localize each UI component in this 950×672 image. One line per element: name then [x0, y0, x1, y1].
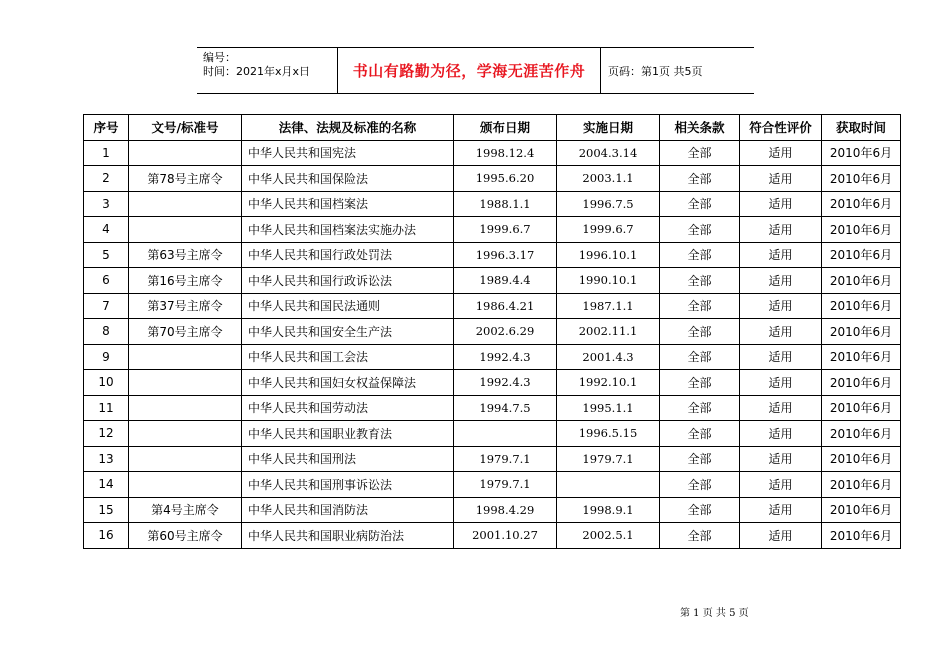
- table-row: [84, 370, 901, 396]
- cell-no: 3: [84, 191, 129, 217]
- cell-no: 6: [84, 268, 129, 294]
- cell-acquired: 2010年6月: [822, 191, 901, 217]
- cell-compliance: 适用: [740, 319, 822, 345]
- cell-compliance: 适用: [740, 293, 822, 319]
- cell-clauses: 全部: [660, 395, 740, 421]
- header-slogan: 书山有路勤为径，学海无涯苦作舟: [338, 48, 601, 93]
- cell-doc-number: [129, 370, 242, 396]
- cell-no: 8: [84, 319, 129, 345]
- cell-doc-number: [129, 344, 242, 370]
- cell-clauses: 全部: [660, 268, 740, 294]
- cell-clauses: 全部: [660, 370, 740, 396]
- cell-effective-date: 1996.7.5: [557, 191, 660, 217]
- col-header-acquired: 获取时间: [822, 115, 901, 141]
- cell-acquired: 2010年6月: [822, 421, 901, 447]
- cell-no: 5: [84, 242, 129, 268]
- header-meta: [197, 48, 338, 93]
- table-row: [84, 395, 901, 421]
- cell-no: 7: [84, 293, 129, 319]
- cell-issued-date: 1989.4.4: [454, 268, 557, 294]
- cell-effective-date: 2003.1.1: [557, 166, 660, 192]
- cell-name: 中华人民共和国职业教育法: [242, 421, 454, 447]
- cell-clauses: 全部: [660, 293, 740, 319]
- cell-clauses: 全部: [660, 166, 740, 192]
- col-header-effective-date: 实施日期: [557, 115, 660, 141]
- cell-acquired: 2010年6月: [822, 370, 901, 396]
- cell-effective-date: 1990.10.1: [557, 268, 660, 294]
- cell-issued-date: 1979.7.1: [454, 446, 557, 472]
- col-header-issued-date: 颁布日期: [454, 115, 557, 141]
- cell-clauses: 全部: [660, 472, 740, 498]
- cell-issued-date: 1992.4.3: [454, 370, 557, 396]
- table-row: [84, 242, 901, 268]
- cell-clauses: 全部: [660, 421, 740, 447]
- cell-compliance: 适用: [740, 344, 822, 370]
- cell-doc-number: 第37号主席令: [129, 293, 242, 319]
- col-header-compliance: 符合性评价: [740, 115, 822, 141]
- cell-compliance: 适用: [740, 421, 822, 447]
- cell-effective-date: 2004.3.14: [557, 140, 660, 166]
- cell-issued-date: [454, 421, 557, 447]
- header-page-code: 页码：第1页 共5页: [608, 64, 703, 78]
- cell-no: 10: [84, 370, 129, 396]
- cell-no: 14: [84, 472, 129, 498]
- cell-no: 15: [84, 497, 129, 523]
- cell-compliance: 适用: [740, 497, 822, 523]
- cell-acquired: 2010年6月: [822, 446, 901, 472]
- cell-name: 中华人民共和国劳动法: [242, 395, 454, 421]
- cell-issued-date: 1988.1.1: [454, 191, 557, 217]
- cell-no: 11: [84, 395, 129, 421]
- cell-no: 2: [84, 166, 129, 192]
- cell-doc-number: 第78号主席令: [129, 166, 242, 192]
- cell-compliance: 适用: [740, 166, 822, 192]
- cell-no: 12: [84, 421, 129, 447]
- cell-effective-date: 1999.6.7: [557, 217, 660, 243]
- cell-clauses: 全部: [660, 344, 740, 370]
- cell-doc-number: [129, 446, 242, 472]
- cell-issued-date: 2001.10.27: [454, 523, 557, 549]
- cell-clauses: 全部: [660, 242, 740, 268]
- cell-effective-date: 1992.10.1: [557, 370, 660, 396]
- cell-acquired: 2010年6月: [822, 293, 901, 319]
- cell-effective-date: 1987.1.1: [557, 293, 660, 319]
- table-row: [84, 472, 901, 498]
- cell-doc-number: [129, 140, 242, 166]
- cell-name: 中华人民共和国消防法: [242, 497, 454, 523]
- cell-name: 中华人民共和国安全生产法: [242, 319, 454, 345]
- cell-effective-date: [557, 472, 660, 498]
- cell-doc-number: [129, 472, 242, 498]
- cell-effective-date: 1995.1.1: [557, 395, 660, 421]
- table-row: [84, 191, 901, 217]
- cell-clauses: 全部: [660, 217, 740, 243]
- col-header-no: 序号: [84, 115, 129, 141]
- cell-compliance: 适用: [740, 472, 822, 498]
- cell-name: 中华人民共和国行政处罚法: [242, 242, 454, 268]
- cell-clauses: 全部: [660, 191, 740, 217]
- cell-no: 4: [84, 217, 129, 243]
- cell-doc-number: [129, 191, 242, 217]
- table-row: [84, 421, 901, 447]
- cell-compliance: 适用: [740, 140, 822, 166]
- table-row: [84, 166, 901, 192]
- table-row: [84, 446, 901, 472]
- cell-acquired: 2010年6月: [822, 497, 901, 523]
- cell-doc-number: 第60号主席令: [129, 523, 242, 549]
- table-row: [84, 293, 901, 319]
- cell-compliance: 适用: [740, 370, 822, 396]
- cell-acquired: 2010年6月: [822, 319, 901, 345]
- cell-issued-date: 1996.3.17: [454, 242, 557, 268]
- cell-clauses: 全部: [660, 319, 740, 345]
- table-row: [84, 344, 901, 370]
- cell-clauses: 全部: [660, 497, 740, 523]
- cell-no: 16: [84, 523, 129, 549]
- document-header: [197, 47, 754, 94]
- cell-clauses: 全部: [660, 446, 740, 472]
- cell-name: 中华人民共和国保险法: [242, 166, 454, 192]
- cell-clauses: 全部: [660, 140, 740, 166]
- table-row: [84, 319, 901, 345]
- cell-effective-date: 1996.5.15: [557, 421, 660, 447]
- cell-acquired: 2010年6月: [822, 268, 901, 294]
- cell-doc-number: [129, 421, 242, 447]
- cell-name: 中华人民共和国档案法实施办法: [242, 217, 454, 243]
- table-row: [84, 217, 901, 243]
- cell-doc-number: [129, 217, 242, 243]
- cell-issued-date: 1998.4.29: [454, 497, 557, 523]
- cell-doc-number: 第4号主席令: [129, 497, 242, 523]
- cell-acquired: 2010年6月: [822, 166, 901, 192]
- cell-compliance: 适用: [740, 446, 822, 472]
- cell-issued-date: 1979.7.1: [454, 472, 557, 498]
- doc-time-label: 时间：2021年x月x日: [203, 65, 311, 78]
- cell-acquired: 2010年6月: [822, 242, 901, 268]
- col-header-doc-number: 文号/标准号: [129, 115, 242, 141]
- cell-compliance: 适用: [740, 217, 822, 243]
- table-row: [84, 523, 901, 549]
- cell-no: 13: [84, 446, 129, 472]
- doc-number-label: 编号：: [203, 51, 236, 64]
- cell-compliance: 适用: [740, 523, 822, 549]
- table-row: [84, 268, 901, 294]
- cell-acquired: 2010年6月: [822, 344, 901, 370]
- cell-clauses: 全部: [660, 523, 740, 549]
- cell-doc-number: 第63号主席令: [129, 242, 242, 268]
- cell-effective-date: 1979.7.1: [557, 446, 660, 472]
- cell-name: 中华人民共和国工会法: [242, 344, 454, 370]
- cell-effective-date: 1996.10.1: [557, 242, 660, 268]
- cell-doc-number: [129, 395, 242, 421]
- cell-name: 中华人民共和国民法通则: [242, 293, 454, 319]
- cell-compliance: 适用: [740, 268, 822, 294]
- cell-effective-date: 1998.9.1: [557, 497, 660, 523]
- col-header-name: 法律、法规及标准的名称: [242, 115, 454, 141]
- cell-compliance: 适用: [740, 242, 822, 268]
- cell-issued-date: 1998.12.4: [454, 140, 557, 166]
- cell-no: 9: [84, 344, 129, 370]
- cell-compliance: 适用: [740, 191, 822, 217]
- cell-acquired: 2010年6月: [822, 217, 901, 243]
- cell-acquired: 2010年6月: [822, 140, 901, 166]
- cell-name: 中华人民共和国职业病防治法: [242, 523, 454, 549]
- cell-doc-number: 第70号主席令: [129, 319, 242, 345]
- cell-issued-date: 2002.6.29: [454, 319, 557, 345]
- cell-name: 中华人民共和国行政诉讼法: [242, 268, 454, 294]
- cell-name: 中华人民共和国档案法: [242, 191, 454, 217]
- cell-acquired: 2010年6月: [822, 472, 901, 498]
- table-body: [84, 140, 901, 548]
- table-row: [84, 140, 901, 166]
- cell-compliance: 适用: [740, 395, 822, 421]
- cell-issued-date: 1992.4.3: [454, 344, 557, 370]
- cell-effective-date: 2002.11.1: [557, 319, 660, 345]
- cell-no: 1: [84, 140, 129, 166]
- cell-issued-date: 1994.7.5: [454, 395, 557, 421]
- law-regulation-table: [83, 114, 901, 549]
- cell-name: 中华人民共和国刑法: [242, 446, 454, 472]
- page-footer: 第 1 页 共 5 页: [680, 608, 749, 619]
- cell-issued-date: 1999.6.7: [454, 217, 557, 243]
- cell-name: 中华人民共和国妇女权益保障法: [242, 370, 454, 396]
- cell-name: 中华人民共和国宪法: [242, 140, 454, 166]
- cell-acquired: 2010年6月: [822, 395, 901, 421]
- cell-effective-date: 2002.5.1: [557, 523, 660, 549]
- cell-effective-date: 2001.4.3: [557, 344, 660, 370]
- cell-name: 中华人民共和国刑事诉讼法: [242, 472, 454, 498]
- cell-issued-date: 1995.6.20: [454, 166, 557, 192]
- table-row: [84, 497, 901, 523]
- col-header-clauses: 相关条款: [660, 115, 740, 141]
- table-header-row: [84, 115, 901, 141]
- cell-acquired: 2010年6月: [822, 523, 901, 549]
- cell-doc-number: 第16号主席令: [129, 268, 242, 294]
- cell-issued-date: 1986.4.21: [454, 293, 557, 319]
